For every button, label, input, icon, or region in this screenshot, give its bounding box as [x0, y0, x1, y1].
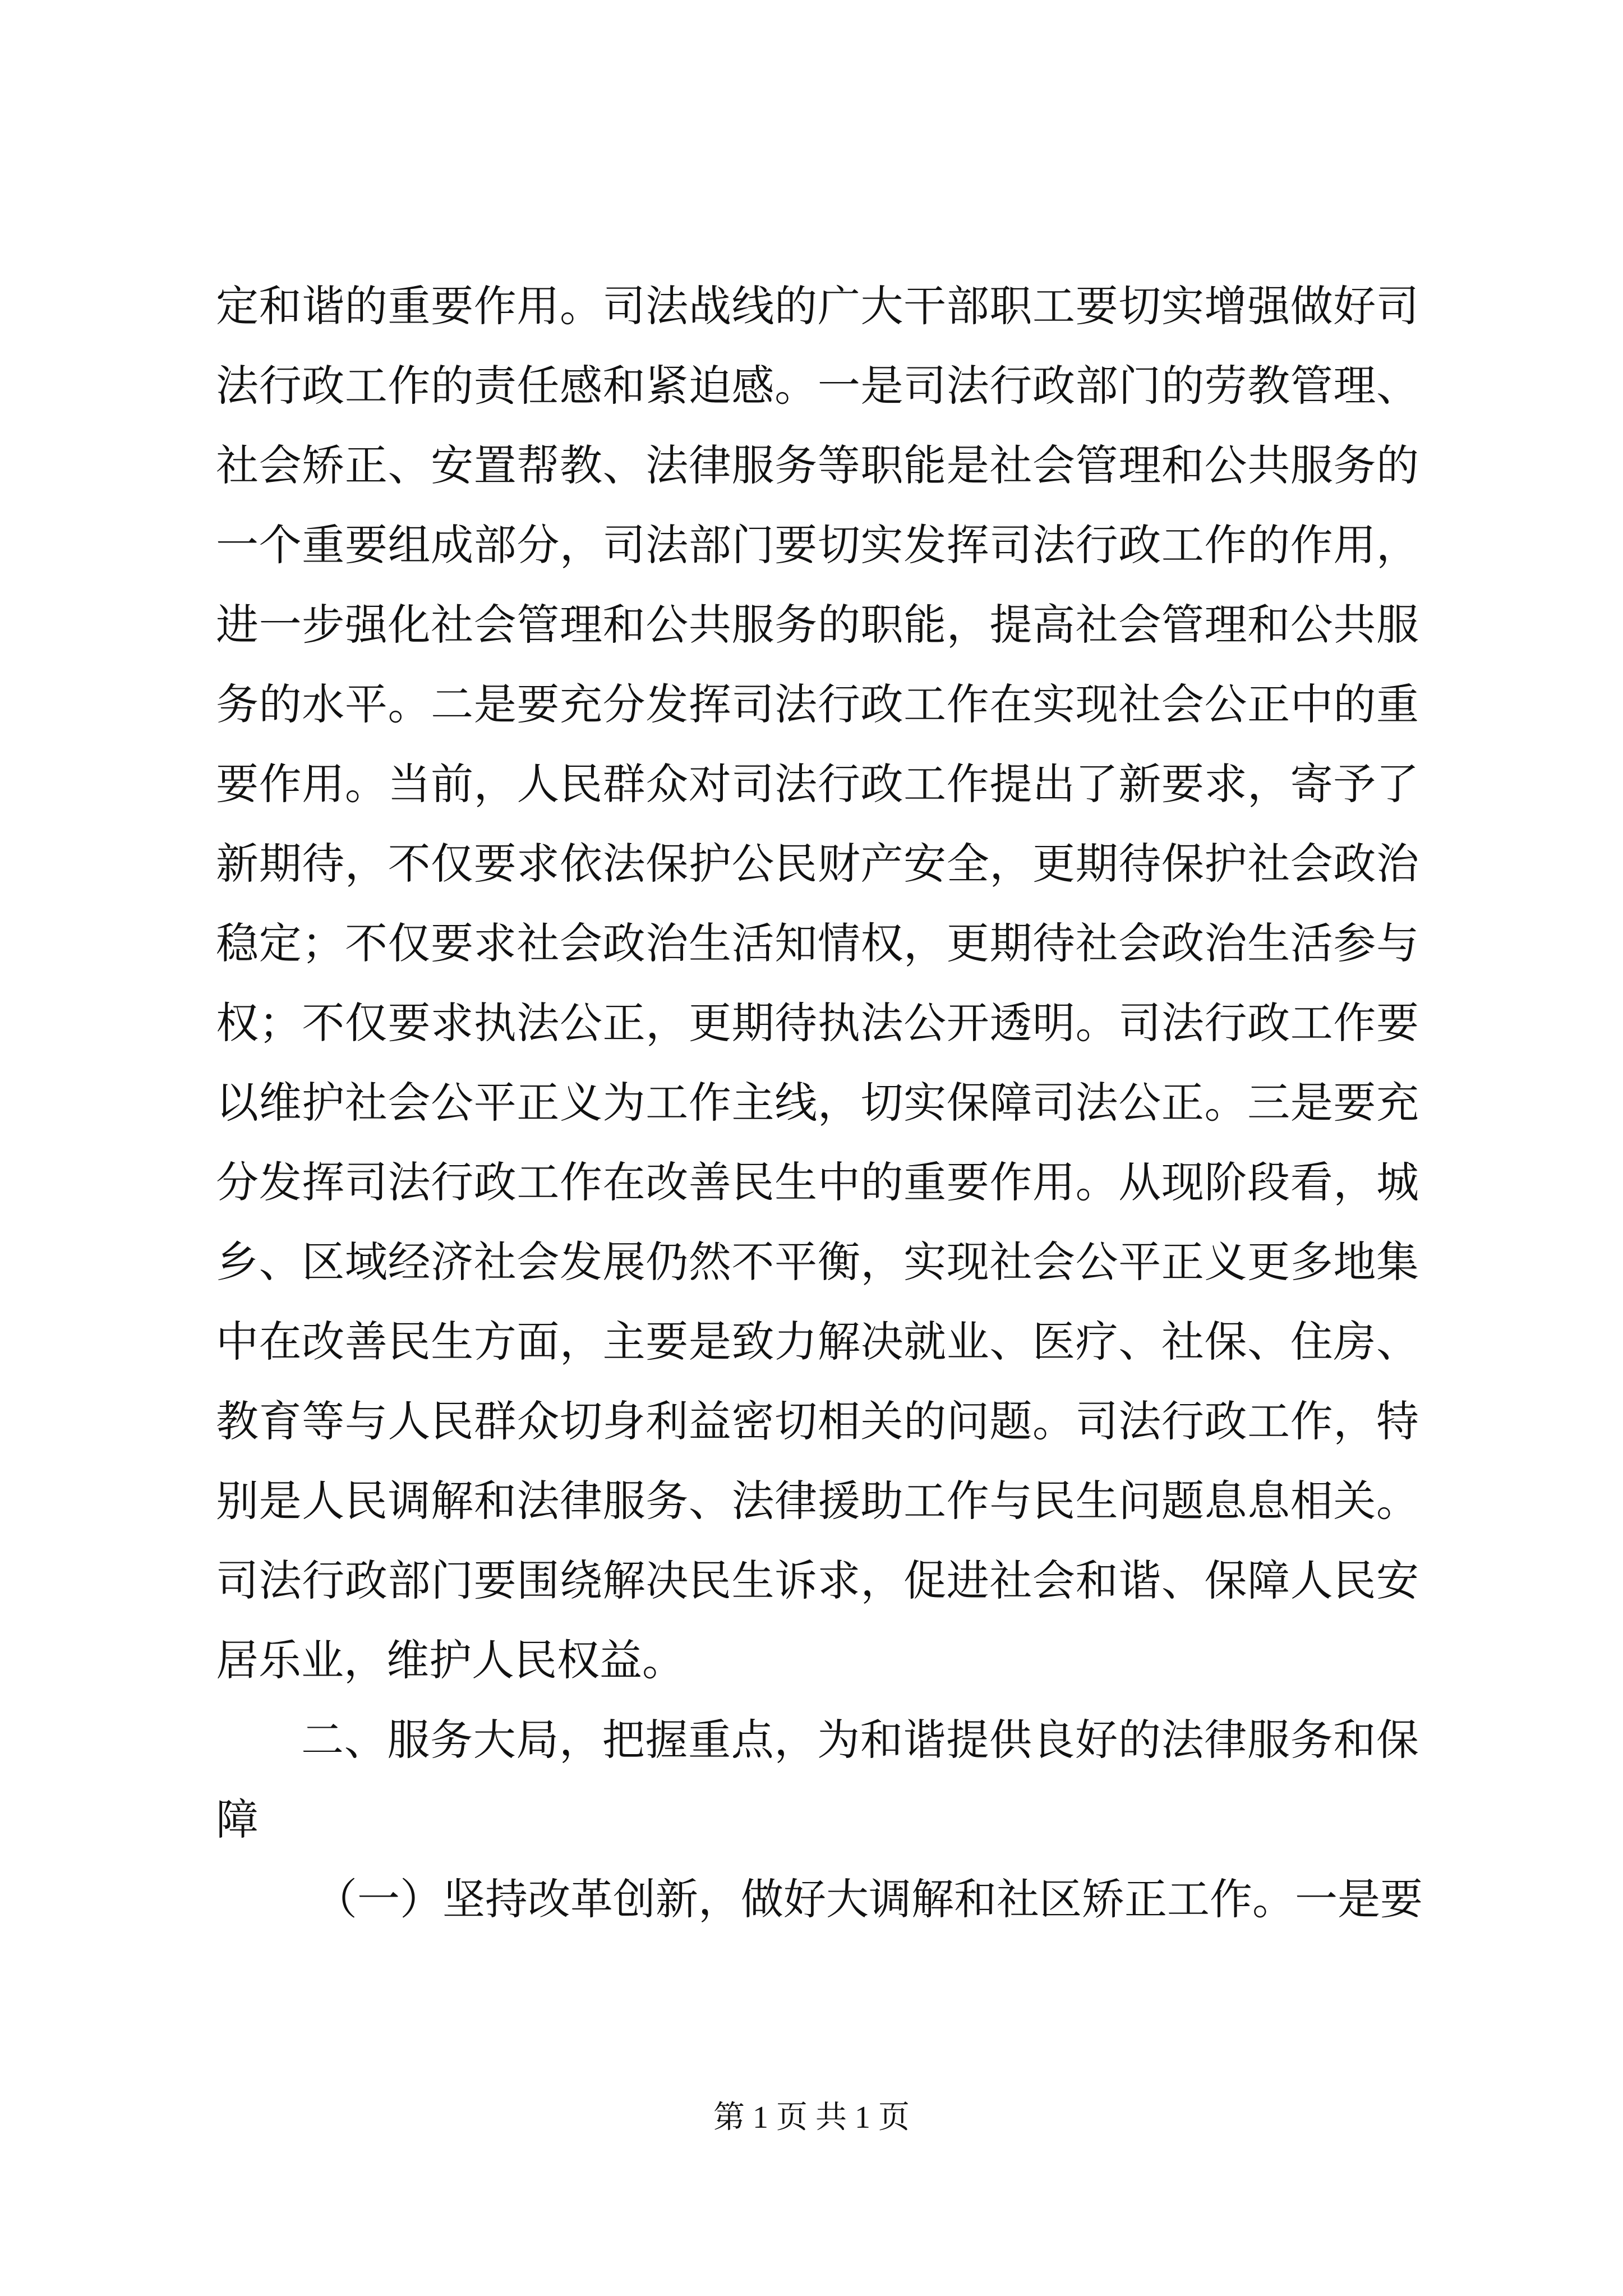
text-line: 乡、区域经济社会发展仍然不平衡，实现社会公平正义更多地集 — [216, 1237, 1419, 1287]
text-line: 分发挥司法行政工作在改善民生中的重要作用。从现阶段看，城 — [216, 1157, 1419, 1207]
page-number-footer: 第 1 页 共 1 页 — [713, 2100, 910, 2135]
text-line: 要作用。当前，人民群众对司法行政工作提出了新要求，寄予了 — [216, 759, 1419, 809]
text-line: 定和谐的重要作用。司法战线的广大干部职工要切实增强做好司 — [216, 281, 1419, 331]
paragraph-end-line: 居乐业，维护人民权益。 — [216, 1635, 685, 1685]
document-body — [216, 266, 1423, 1939]
text-line: 教育等与人民群众切身利益密切相关的问题。司法行政工作，特 — [216, 1396, 1419, 1446]
section-heading-end-line: 障 — [216, 1795, 259, 1844]
text-line: 法行政工作的责任感和紧迫感。一是司法行政部门的劳教管理、 — [216, 361, 1419, 411]
text-line: 以维护社会公平正义为工作主线，切实保障司法公正。三是要充 — [216, 1078, 1419, 1128]
text-line: 中在改善民生方面，主要是致力解决就业、医疗、社保、住房、 — [216, 1317, 1419, 1366]
text-line: 权；不仅要求执法公正，更期待执法公开透明。司法行政工作要 — [216, 998, 1419, 1048]
subsection-line: （一）坚持改革创新，做好大调解和社区矫正工作。一是要 — [315, 1874, 1423, 1924]
text-line: 一个重要组成部分，司法部门要切实发挥司法行政工作的作用， — [216, 520, 1419, 570]
section-heading-line: 二、服务大局，把握重点，为和谐提供良好的法律服务和保 — [301, 1715, 1419, 1765]
text-line: 司法行政部门要围绕解决民生诉求，促进社会和谐、保障人民安 — [216, 1556, 1419, 1605]
text-line: 稳定；不仅要求社会政治生活知情权，更期待社会政治生活参与 — [216, 918, 1419, 968]
text-line: 务的水平。二是要充分发挥司法行政工作在实现社会公正中的重 — [216, 679, 1419, 729]
text-line: 社会矫正、安置帮教、法律服务等职能是社会管理和公共服务的 — [216, 440, 1419, 490]
text-line: 进一步强化社会管理和公共服务的职能，提高社会管理和公共服 — [216, 600, 1419, 650]
text-line: 新期待，不仅要求依法保护公民财产安全，更期待保护社会政治 — [216, 839, 1419, 889]
text-line: 别是人民调解和法律服务、法律援助工作与民生问题息息相关。 — [216, 1476, 1419, 1526]
